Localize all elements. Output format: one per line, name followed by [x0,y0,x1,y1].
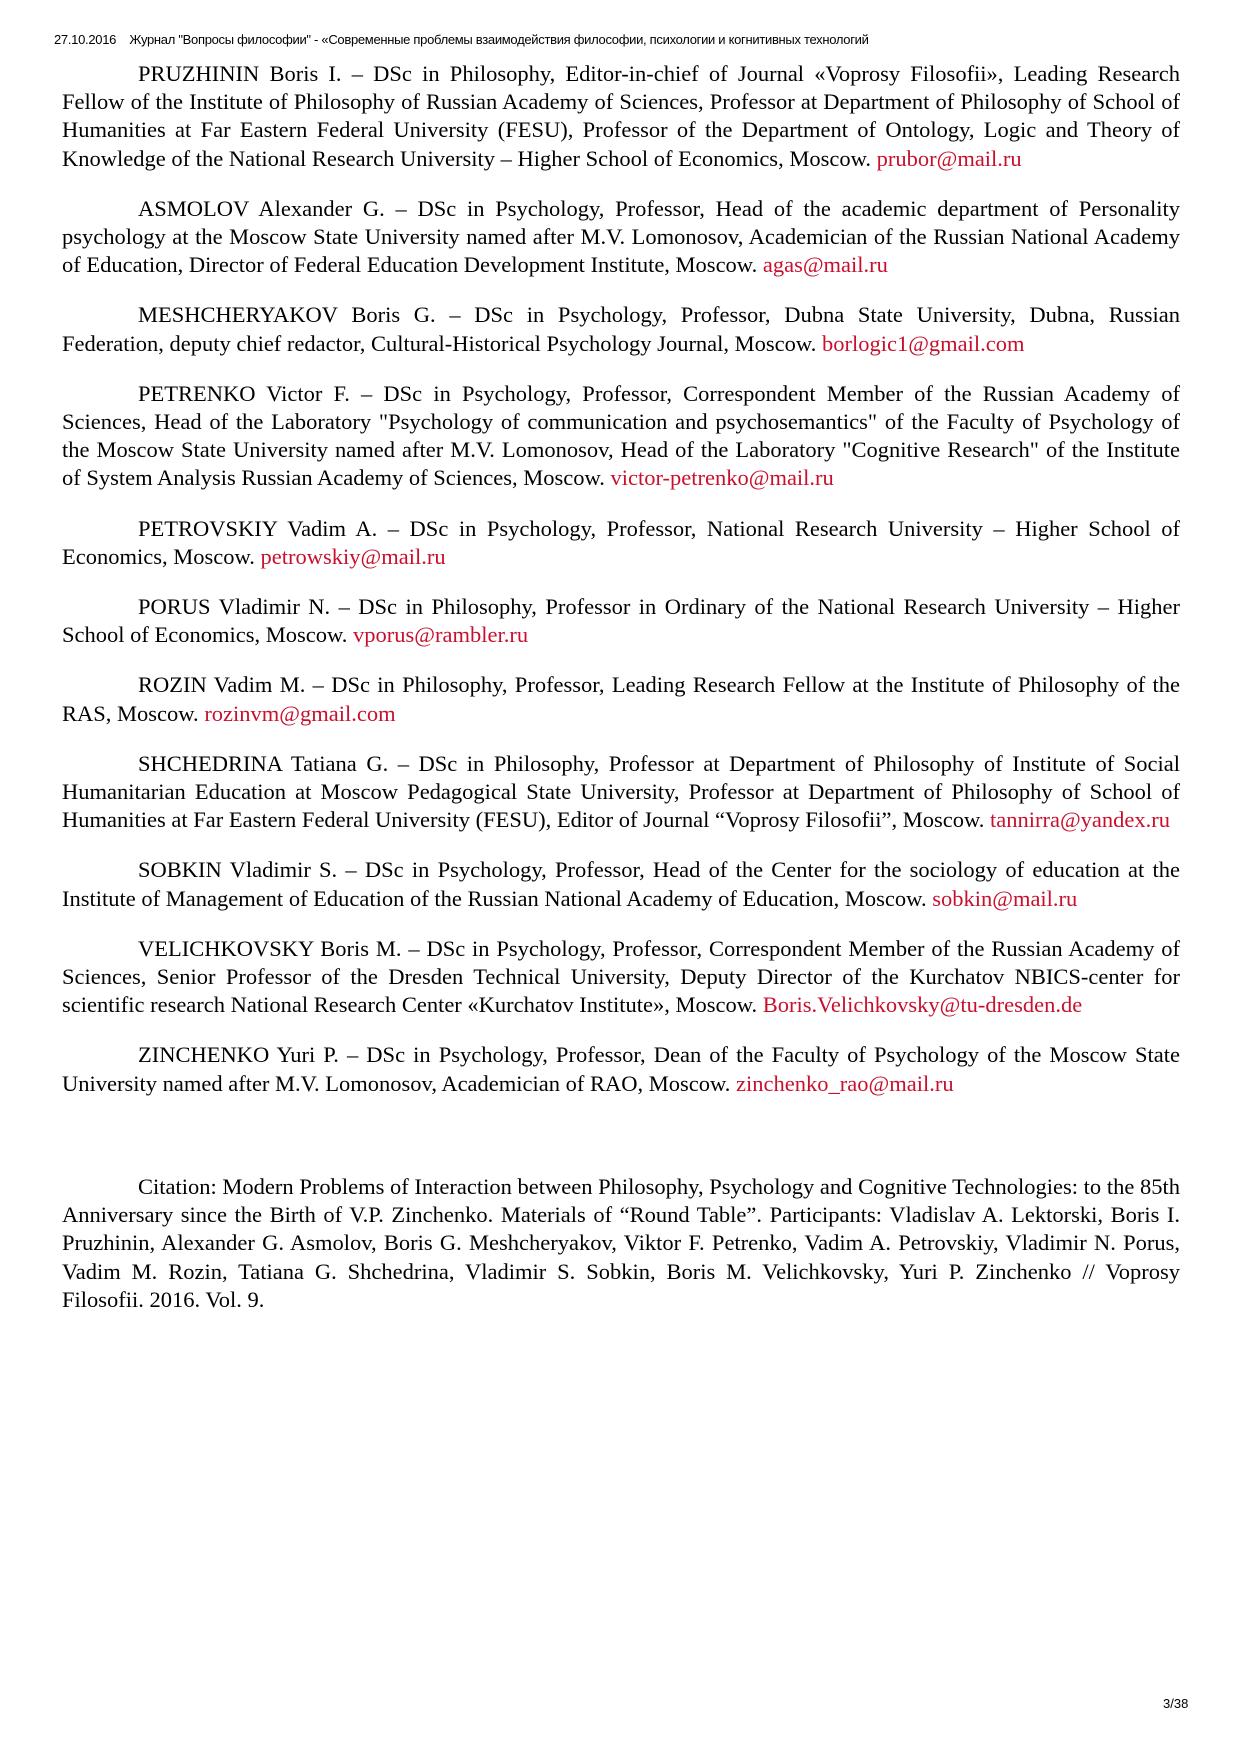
author-entry-sobkin [62,856,1180,912]
author-email-link[interactable]: sobkin@mail.ru [932,885,1078,911]
author-entry-petrenko [62,380,1180,493]
author-bio: ASMOLOV Alexander G. – DSc in Psychology, Professor, Head of the academic department of Personality psychology at the Moscow State University named after M.V. Lomonosov, Academician of the Russian National Academy of Education, Director of Federal Education Development Institute, Moscow. [62,195,1180,278]
author-entry-asmolov [62,195,1180,280]
author-email-link[interactable]: zinchenko_rao@mail.ru [736,1070,954,1096]
author-email-link[interactable]: borlogic1@gmail.com [821,330,1025,356]
author-email-link[interactable]: rozinvm@gmail.com [204,700,396,726]
print-page-title: Журнал "Вопросы философии" - «Современные проблемы взаимодействия философии, психологии и когнитивных технологий [129,32,869,47]
author-bio: PRUZHININ Boris I. – DSc in Philosophy, Editor-in-chief of Journal «Voprosy Filosofii», Leading Research Fellow of the Institute of Philosophy of Russian Academy of Sciences, Professor at Department of Philosophy of School of Humanities at Far Eastern Federal University (FESU), Professor of the Department of Ontology, Logic and Theory of Knowledge of the National Research University – Higher School of Economics, Moscow. [62,61,1180,171]
author-email-link[interactable]: Boris.Velichkovsky@tu-dresden.de [762,992,1083,1018]
author-bio: ZINCHENKO Yuri P. – DSc in Psychology, Professor, Dean of the Faculty of Psychology of the Moscow State University named after M.V. Lomonosov, Academician of RAO, Moscow. [62,1042,1180,1096]
author-bio: PORUS Vladimir N. – DSc in Philosophy, Professor in Ordinary of the National Research University – Higher School of Economics, Moscow. [62,594,1180,648]
author-bio: PETRENKO Victor F. – DSc in Psychology, Professor, Correspondent Member of the Russian Academy of Sciences, Head of the Laboratory "Psychology of communication and psychosemantics" of the Faculty of Psychology of the Moscow State University named after M.V. Lomonosov, Head of the Laboratory "Cognitive Research" of the Institute of System Analysis Russian Academy of Sciences, Moscow. [62,380,1180,491]
document-body [62,60,1180,1336]
print-header [54,32,1204,47]
author-email-link[interactable]: agas@mail.ru [762,252,888,278]
author-entry-shchedrina [62,750,1180,835]
author-entry-meshcheryakov [62,301,1180,357]
author-bio: SHCHEDRINA Tatiana G. – DSc in Philosophy, Professor at Department of Philosophy of Institute of Social Humanitarian Education at Moscow Pedagogical State University, Professor at Department of Philosophy of School of Humanities at Far Eastern Federal University (FESU), Editor of Journal “Voprosy Filosofii”, Moscow. [62,750,1180,833]
author-entry-velichkovsky [62,935,1180,1020]
author-entry-petrovskiy [62,515,1180,571]
author-email-link[interactable]: prubor@mail.ru [876,145,1022,171]
author-entry-porus [62,593,1180,649]
author-bio: SOBKIN Vladimir S. – DSc in Psychology, Professor, Head of the Center for the sociology of education at the Institute of Management of Education of the Russian National Academy of Education, Moscow. [62,857,1180,911]
author-entry-zinchenko [62,1041,1180,1097]
author-bio: ROZIN Vadim M. – DSc in Philosophy, Professor, Leading Research Fellow at the Institute of Philosophy of the RAS, Moscow. [62,672,1180,726]
print-date: 27.10.2016 [54,32,117,47]
author-bio: MESHCHERYAKOV Boris G. – DSc in Psychology, Professor, Dubna State University, Dubna, Russian Federation, deputy chief redactor, Cultural-Historical Psychology Journal, Moscow. [62,302,1180,356]
citation-paragraph: Citation: Modern Problems of Interaction between Philosophy, Psychology and Cognitive Technologies: to the 85th Anniversary since the Birth of V.P. Zinchenko. Materials of “Round Table”. Participants: Vladislav A. Lektorski, Boris I. Pruzhinin, Alexander G. Asmolov, Boris G. Meshcheryakov, Viktor F. Petrenko, Vadim A. Petrovskiy, Vladimir N. Porus, Vadim M. Rozin, Tatiana G. Shchedrina, Vladimir S. Sobkin, Boris M. Velichkovsky, Yuri P. Zinchenko // Voprosy Filosofii. 2016. Vol. 9. [62,1173,1180,1312]
author-bio: VELICHKOVSKY Boris M. – DSc in Psychology, Professor, Correspondent Member of the Russian Academy of Sciences, Senior Professor of the Dresden Technical University, Deputy Director of the Kurchatov NBICS-center for scientific research National Research Center «Kurchatov Institute», Moscow. [62,935,1180,1018]
author-email-link[interactable]: tannirra@yandex.ru [989,807,1171,833]
author-email-link[interactable]: petrowskiy@mail.ru [260,543,446,569]
author-email-link[interactable]: vporus@rambler.ru [353,622,529,648]
author-email-link[interactable]: victor-petrenko@mail.ru [610,465,834,491]
author-entry-pruzhinin [62,60,1180,173]
page-number: 3/38 [1163,1696,1189,1711]
author-bio: PETROVSKIY Vadim A. – DSc in Psychology, Professor, National Research University – Higher School of Economics, Moscow. [62,515,1180,569]
author-entry-rozin [62,671,1180,727]
